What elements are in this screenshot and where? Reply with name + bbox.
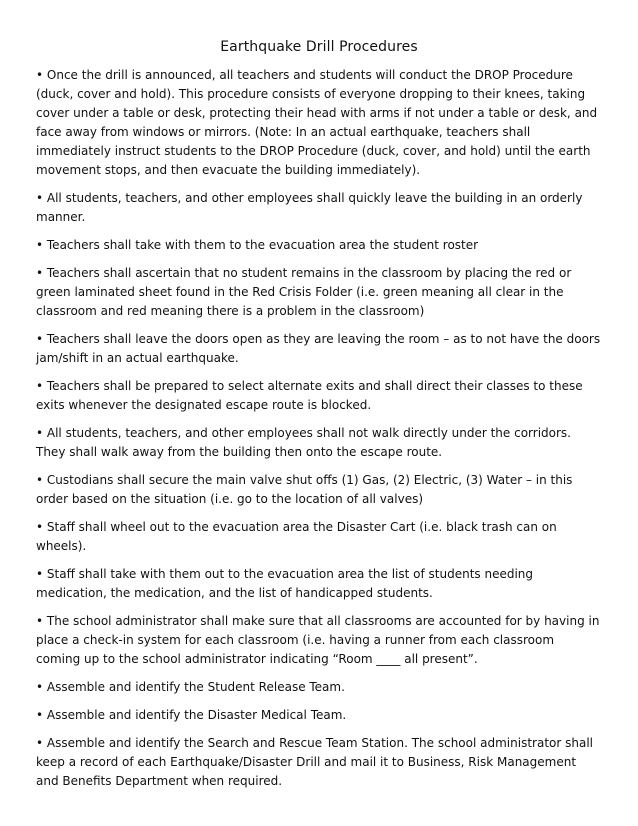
procedure-item-leave-building: • All students, teachers, and other employees shall quickly leave the building in an orderly manner.	[36, 191, 583, 224]
procedure-item-disaster-medical-team: • Assemble and identify the Disaster Medical Team.	[36, 708, 347, 722]
procedure-item-check-in-system: • The school administrator shall make sure that all classrooms are accounted for by having in place a check-in system for each classroom (i.e. having a runner from each classroom coming up to the school administrator indicating “Room ____ all present”.	[36, 614, 600, 666]
procedure-item-student-release-team: • Assemble and identify the Student Release Team.	[36, 680, 345, 694]
procedure-item-student-roster: • Teachers shall take with them to the evacuation area the student roster	[36, 238, 479, 252]
page-title: Earthquake Drill Procedures	[220, 39, 418, 55]
procedure-item-medication-list: • Staff shall take with them out to the evacuation area the list of students needing medication, the medication, and the list of handicapped students.	[36, 567, 534, 600]
procedure-item-alternate-exits: • Teachers shall be prepared to select alternate exits and shall direct their classes to these exits whenever the designated escape route is blocked.	[36, 379, 583, 412]
procedure-item-disaster-cart: • Staff shall wheel out to the evacuation area the Disaster Cart (i.e. black trash can on wheels).	[36, 520, 557, 553]
procedure-item-drop: • Once the drill is announced, all teachers and students will conduct the DROP Procedure (duck, cover and hold). This procedure consists of everyone dropping to their knees, taking cover under a table or desk, protecting their head with arms if not under a table or desk, and face away from windows or mirrors. (Note: In an actual earthquake, teachers shall immediately instruct students to the DROP Procedure (duck, cover, and hold) until the earth movement stops, and then evacuate the building immediately).	[36, 68, 598, 177]
procedure-item-custodians-valves: • Custodians shall secure the main valve shut offs (1) Gas, (2) Electric, (3) Water – in this order based on the situation (i.e. go to the location of all valves)	[36, 473, 573, 506]
procedure-item-corridors: • All students, teachers, and other employees shall not walk directly under the corridors. They shall walk away from the building then onto the escape route.	[36, 426, 571, 459]
procedure-item-search-and-rescue: • Assemble and identify the Search and Rescue Team Station. The school administrator shall keep a record of each Earthquake/Disaster Drill and mail it to Business, Risk Management and Benefits Department when required.	[36, 736, 593, 788]
procedure-item-laminated-sheet: • Teachers shall ascertain that no student remains in the classroom by placing the red or green laminated sheet found in the Red Crisis Folder (i.e. green meaning all clear in the classroom and red meaning there is a problem in the classroom)	[36, 266, 572, 318]
document-page	[36, 38, 602, 800]
procedure-item-doors-open: • Teachers shall leave the doors open as they are leaving the room – as to not have the doors jam/shift in an actual earthquake.	[36, 332, 601, 365]
